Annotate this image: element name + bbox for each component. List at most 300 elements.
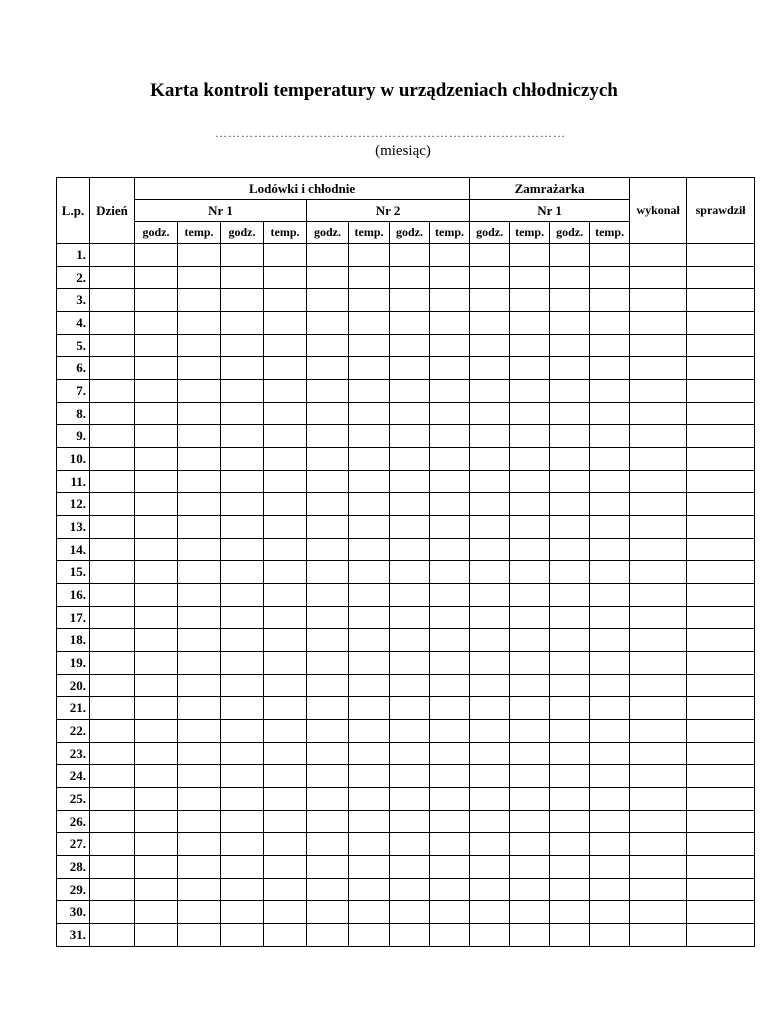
entry-cell[interactable]	[630, 901, 687, 924]
entry-cell[interactable]	[630, 924, 687, 947]
entry-cell[interactable]	[430, 742, 470, 765]
entry-cell[interactable]	[264, 674, 307, 697]
entry-cell[interactable]	[390, 742, 430, 765]
entry-cell[interactable]	[687, 493, 755, 516]
entry-cell[interactable]	[349, 810, 390, 833]
entry-cell[interactable]	[470, 878, 510, 901]
entry-cell[interactable]	[470, 334, 510, 357]
entry-cell[interactable]	[221, 244, 264, 267]
entry-cell[interactable]	[470, 493, 510, 516]
entry-cell[interactable]	[550, 357, 590, 380]
entry-cell[interactable]	[178, 425, 221, 448]
entry-cell[interactable]	[264, 924, 307, 947]
entry-cell[interactable]	[390, 606, 430, 629]
entry-cell[interactable]	[349, 584, 390, 607]
entry-cell[interactable]	[307, 629, 349, 652]
entry-cell[interactable]	[221, 266, 264, 289]
entry-cell[interactable]	[630, 674, 687, 697]
entry-cell[interactable]	[687, 674, 755, 697]
entry-cell[interactable]	[687, 448, 755, 471]
entry-cell[interactable]	[307, 516, 349, 539]
entry-cell[interactable]	[307, 878, 349, 901]
entry-cell[interactable]	[349, 629, 390, 652]
entry-cell[interactable]	[390, 652, 430, 675]
entry-cell[interactable]	[590, 266, 630, 289]
entry-cell[interactable]	[390, 289, 430, 312]
entry-cell[interactable]	[550, 584, 590, 607]
entry-cell[interactable]	[178, 334, 221, 357]
entry-cell[interactable]	[590, 516, 630, 539]
entry-cell[interactable]	[90, 878, 135, 901]
entry-cell[interactable]	[510, 924, 550, 947]
entry-cell[interactable]	[90, 357, 135, 380]
entry-cell[interactable]	[550, 810, 590, 833]
entry-cell[interactable]	[470, 629, 510, 652]
entry-cell[interactable]	[430, 448, 470, 471]
entry-cell[interactable]	[349, 380, 390, 403]
entry-cell[interactable]	[510, 538, 550, 561]
entry-cell[interactable]	[687, 901, 755, 924]
entry-cell[interactable]	[90, 425, 135, 448]
entry-cell[interactable]	[178, 606, 221, 629]
entry-cell[interactable]	[687, 266, 755, 289]
entry-cell[interactable]	[349, 901, 390, 924]
entry-cell[interactable]	[178, 538, 221, 561]
entry-cell[interactable]	[178, 720, 221, 743]
entry-cell[interactable]	[221, 924, 264, 947]
entry-cell[interactable]	[307, 742, 349, 765]
entry-cell[interactable]	[135, 584, 178, 607]
entry-cell[interactable]	[550, 380, 590, 403]
entry-cell[interactable]	[90, 244, 135, 267]
entry-cell[interactable]	[687, 720, 755, 743]
entry-cell[interactable]	[390, 856, 430, 879]
entry-cell[interactable]	[390, 357, 430, 380]
entry-cell[interactable]	[307, 402, 349, 425]
entry-cell[interactable]	[510, 765, 550, 788]
entry-cell[interactable]	[264, 402, 307, 425]
entry-cell[interactable]	[630, 629, 687, 652]
entry-cell[interactable]	[470, 357, 510, 380]
entry-cell[interactable]	[135, 448, 178, 471]
entry-cell[interactable]	[390, 266, 430, 289]
entry-cell[interactable]	[135, 742, 178, 765]
entry-cell[interactable]	[590, 538, 630, 561]
entry-cell[interactable]	[349, 448, 390, 471]
entry-cell[interactable]	[470, 742, 510, 765]
entry-cell[interactable]	[687, 357, 755, 380]
entry-cell[interactable]	[550, 674, 590, 697]
entry-cell[interactable]	[510, 606, 550, 629]
entry-cell[interactable]	[221, 493, 264, 516]
entry-cell[interactable]	[390, 720, 430, 743]
entry-cell[interactable]	[90, 901, 135, 924]
entry-cell[interactable]	[90, 266, 135, 289]
entry-cell[interactable]	[590, 765, 630, 788]
entry-cell[interactable]	[590, 244, 630, 267]
entry-cell[interactable]	[90, 856, 135, 879]
entry-cell[interactable]	[550, 697, 590, 720]
entry-cell[interactable]	[687, 402, 755, 425]
entry-cell[interactable]	[687, 425, 755, 448]
entry-cell[interactable]	[390, 334, 430, 357]
entry-cell[interactable]	[307, 697, 349, 720]
entry-cell[interactable]	[264, 833, 307, 856]
entry-cell[interactable]	[307, 334, 349, 357]
entry-cell[interactable]	[178, 833, 221, 856]
entry-cell[interactable]	[590, 493, 630, 516]
entry-cell[interactable]	[470, 674, 510, 697]
entry-cell[interactable]	[135, 334, 178, 357]
entry-cell[interactable]	[90, 584, 135, 607]
entry-cell[interactable]	[349, 516, 390, 539]
entry-cell[interactable]	[630, 856, 687, 879]
entry-cell[interactable]	[264, 720, 307, 743]
entry-cell[interactable]	[221, 312, 264, 335]
entry-cell[interactable]	[307, 561, 349, 584]
entry-cell[interactable]	[430, 674, 470, 697]
entry-cell[interactable]	[630, 742, 687, 765]
entry-cell[interactable]	[470, 810, 510, 833]
entry-cell[interactable]	[470, 833, 510, 856]
entry-cell[interactable]	[510, 810, 550, 833]
entry-cell[interactable]	[135, 538, 178, 561]
entry-cell[interactable]	[550, 493, 590, 516]
entry-cell[interactable]	[430, 493, 470, 516]
entry-cell[interactable]	[390, 878, 430, 901]
entry-cell[interactable]	[470, 312, 510, 335]
entry-cell[interactable]	[510, 878, 550, 901]
entry-cell[interactable]	[510, 697, 550, 720]
entry-cell[interactable]	[221, 584, 264, 607]
entry-cell[interactable]	[430, 538, 470, 561]
entry-cell[interactable]	[550, 629, 590, 652]
entry-cell[interactable]	[349, 312, 390, 335]
entry-cell[interactable]	[349, 674, 390, 697]
entry-cell[interactable]	[390, 312, 430, 335]
entry-cell[interactable]	[550, 924, 590, 947]
entry-cell[interactable]	[630, 606, 687, 629]
entry-cell[interactable]	[390, 788, 430, 811]
entry-cell[interactable]	[550, 606, 590, 629]
entry-cell[interactable]	[307, 788, 349, 811]
entry-cell[interactable]	[510, 742, 550, 765]
entry-cell[interactable]	[430, 312, 470, 335]
entry-cell[interactable]	[430, 810, 470, 833]
entry-cell[interactable]	[135, 924, 178, 947]
entry-cell[interactable]	[550, 878, 590, 901]
entry-cell[interactable]	[550, 266, 590, 289]
entry-cell[interactable]	[221, 810, 264, 833]
entry-cell[interactable]	[430, 402, 470, 425]
entry-cell[interactable]	[430, 720, 470, 743]
entry-cell[interactable]	[264, 357, 307, 380]
entry-cell[interactable]	[90, 402, 135, 425]
entry-cell[interactable]	[630, 448, 687, 471]
entry-cell[interactable]	[470, 244, 510, 267]
entry-cell[interactable]	[550, 833, 590, 856]
entry-cell[interactable]	[630, 470, 687, 493]
entry-cell[interactable]	[349, 924, 390, 947]
entry-cell[interactable]	[590, 856, 630, 879]
entry-cell[interactable]	[430, 878, 470, 901]
entry-cell[interactable]	[470, 470, 510, 493]
entry-cell[interactable]	[135, 493, 178, 516]
entry-cell[interactable]	[430, 606, 470, 629]
entry-cell[interactable]	[349, 833, 390, 856]
entry-cell[interactable]	[221, 561, 264, 584]
entry-cell[interactable]	[135, 652, 178, 675]
entry-cell[interactable]	[307, 856, 349, 879]
entry-cell[interactable]	[307, 312, 349, 335]
entry-cell[interactable]	[178, 878, 221, 901]
entry-cell[interactable]	[135, 470, 178, 493]
entry-cell[interactable]	[550, 742, 590, 765]
entry-cell[interactable]	[90, 765, 135, 788]
entry-cell[interactable]	[590, 448, 630, 471]
entry-cell[interactable]	[90, 697, 135, 720]
entry-cell[interactable]	[264, 448, 307, 471]
month-fill-line[interactable]: ………………………………………………………………………	[215, 126, 566, 140]
entry-cell[interactable]	[90, 833, 135, 856]
entry-cell[interactable]	[264, 878, 307, 901]
entry-cell[interactable]	[590, 924, 630, 947]
entry-cell[interactable]	[430, 584, 470, 607]
entry-cell[interactable]	[510, 674, 550, 697]
entry-cell[interactable]	[510, 334, 550, 357]
entry-cell[interactable]	[550, 516, 590, 539]
entry-cell[interactable]	[178, 448, 221, 471]
entry-cell[interactable]	[687, 606, 755, 629]
entry-cell[interactable]	[510, 357, 550, 380]
entry-cell[interactable]	[687, 561, 755, 584]
entry-cell[interactable]	[430, 652, 470, 675]
entry-cell[interactable]	[510, 380, 550, 403]
entry-cell[interactable]	[470, 289, 510, 312]
entry-cell[interactable]	[90, 629, 135, 652]
entry-cell[interactable]	[90, 448, 135, 471]
entry-cell[interactable]	[349, 289, 390, 312]
entry-cell[interactable]	[135, 561, 178, 584]
entry-cell[interactable]	[687, 538, 755, 561]
entry-cell[interactable]	[430, 289, 470, 312]
entry-cell[interactable]	[510, 901, 550, 924]
entry-cell[interactable]	[590, 901, 630, 924]
entry-cell[interactable]	[135, 697, 178, 720]
entry-cell[interactable]	[221, 470, 264, 493]
entry-cell[interactable]	[430, 924, 470, 947]
entry-cell[interactable]	[470, 697, 510, 720]
entry-cell[interactable]	[221, 901, 264, 924]
entry-cell[interactable]	[135, 357, 178, 380]
entry-cell[interactable]	[264, 561, 307, 584]
entry-cell[interactable]	[590, 810, 630, 833]
entry-cell[interactable]	[470, 856, 510, 879]
entry-cell[interactable]	[510, 516, 550, 539]
entry-cell[interactable]	[550, 470, 590, 493]
entry-cell[interactable]	[550, 901, 590, 924]
entry-cell[interactable]	[178, 765, 221, 788]
entry-cell[interactable]	[687, 470, 755, 493]
entry-cell[interactable]	[470, 266, 510, 289]
entry-cell[interactable]	[264, 334, 307, 357]
entry-cell[interactable]	[135, 312, 178, 335]
entry-cell[interactable]	[264, 289, 307, 312]
entry-cell[interactable]	[90, 470, 135, 493]
entry-cell[interactable]	[135, 901, 178, 924]
entry-cell[interactable]	[470, 425, 510, 448]
entry-cell[interactable]	[307, 357, 349, 380]
entry-cell[interactable]	[687, 742, 755, 765]
entry-cell[interactable]	[135, 856, 178, 879]
entry-cell[interactable]	[687, 629, 755, 652]
entry-cell[interactable]	[630, 244, 687, 267]
entry-cell[interactable]	[630, 493, 687, 516]
entry-cell[interactable]	[221, 788, 264, 811]
entry-cell[interactable]	[221, 538, 264, 561]
entry-cell[interactable]	[550, 561, 590, 584]
entry-cell[interactable]	[178, 788, 221, 811]
entry-cell[interactable]	[349, 606, 390, 629]
entry-cell[interactable]	[349, 856, 390, 879]
entry-cell[interactable]	[687, 856, 755, 879]
entry-cell[interactable]	[178, 244, 221, 267]
entry-cell[interactable]	[90, 606, 135, 629]
entry-cell[interactable]	[221, 425, 264, 448]
entry-cell[interactable]	[590, 334, 630, 357]
entry-cell[interactable]	[178, 470, 221, 493]
entry-cell[interactable]	[510, 289, 550, 312]
entry-cell[interactable]	[630, 765, 687, 788]
entry-cell[interactable]	[349, 720, 390, 743]
entry-cell[interactable]	[430, 334, 470, 357]
entry-cell[interactable]	[470, 584, 510, 607]
entry-cell[interactable]	[178, 312, 221, 335]
entry-cell[interactable]	[550, 652, 590, 675]
entry-cell[interactable]	[550, 425, 590, 448]
entry-cell[interactable]	[90, 924, 135, 947]
entry-cell[interactable]	[687, 312, 755, 335]
entry-cell[interactable]	[178, 742, 221, 765]
entry-cell[interactable]	[178, 924, 221, 947]
entry-cell[interactable]	[590, 357, 630, 380]
entry-cell[interactable]	[470, 788, 510, 811]
entry-cell[interactable]	[178, 629, 221, 652]
entry-cell[interactable]	[590, 652, 630, 675]
entry-cell[interactable]	[178, 493, 221, 516]
entry-cell[interactable]	[135, 810, 178, 833]
entry-cell[interactable]	[390, 901, 430, 924]
entry-cell[interactable]	[221, 878, 264, 901]
entry-cell[interactable]	[135, 289, 178, 312]
entry-cell[interactable]	[687, 584, 755, 607]
entry-cell[interactable]	[510, 629, 550, 652]
entry-cell[interactable]	[510, 470, 550, 493]
entry-cell[interactable]	[349, 652, 390, 675]
entry-cell[interactable]	[221, 629, 264, 652]
entry-cell[interactable]	[687, 878, 755, 901]
entry-cell[interactable]	[221, 674, 264, 697]
entry-cell[interactable]	[590, 380, 630, 403]
entry-cell[interactable]	[430, 470, 470, 493]
entry-cell[interactable]	[687, 380, 755, 403]
entry-cell[interactable]	[590, 833, 630, 856]
entry-cell[interactable]	[135, 266, 178, 289]
entry-cell[interactable]	[390, 402, 430, 425]
entry-cell[interactable]	[470, 652, 510, 675]
entry-cell[interactable]	[349, 425, 390, 448]
entry-cell[interactable]	[178, 810, 221, 833]
entry-cell[interactable]	[264, 606, 307, 629]
entry-cell[interactable]	[307, 380, 349, 403]
entry-cell[interactable]	[550, 402, 590, 425]
entry-cell[interactable]	[590, 878, 630, 901]
entry-cell[interactable]	[510, 244, 550, 267]
entry-cell[interactable]	[178, 856, 221, 879]
entry-cell[interactable]	[470, 901, 510, 924]
entry-cell[interactable]	[264, 538, 307, 561]
entry-cell[interactable]	[550, 788, 590, 811]
entry-cell[interactable]	[90, 810, 135, 833]
entry-cell[interactable]	[178, 652, 221, 675]
entry-cell[interactable]	[687, 516, 755, 539]
entry-cell[interactable]	[135, 425, 178, 448]
entry-cell[interactable]	[390, 470, 430, 493]
entry-cell[interactable]	[390, 629, 430, 652]
entry-cell[interactable]	[307, 493, 349, 516]
entry-cell[interactable]	[430, 357, 470, 380]
entry-cell[interactable]	[221, 289, 264, 312]
entry-cell[interactable]	[264, 425, 307, 448]
entry-cell[interactable]	[307, 266, 349, 289]
entry-cell[interactable]	[590, 629, 630, 652]
entry-cell[interactable]	[264, 266, 307, 289]
entry-cell[interactable]	[135, 720, 178, 743]
entry-cell[interactable]	[430, 629, 470, 652]
entry-cell[interactable]	[630, 788, 687, 811]
entry-cell[interactable]	[264, 856, 307, 879]
entry-cell[interactable]	[630, 334, 687, 357]
entry-cell[interactable]	[307, 425, 349, 448]
entry-cell[interactable]	[390, 493, 430, 516]
entry-cell[interactable]	[264, 742, 307, 765]
entry-cell[interactable]	[349, 697, 390, 720]
entry-cell[interactable]	[178, 697, 221, 720]
entry-cell[interactable]	[307, 244, 349, 267]
entry-cell[interactable]	[687, 788, 755, 811]
entry-cell[interactable]	[590, 697, 630, 720]
entry-cell[interactable]	[470, 765, 510, 788]
entry-cell[interactable]	[590, 674, 630, 697]
entry-cell[interactable]	[221, 448, 264, 471]
entry-cell[interactable]	[221, 856, 264, 879]
entry-cell[interactable]	[470, 924, 510, 947]
entry-cell[interactable]	[510, 788, 550, 811]
entry-cell[interactable]	[90, 652, 135, 675]
entry-cell[interactable]	[687, 697, 755, 720]
entry-cell[interactable]	[178, 561, 221, 584]
entry-cell[interactable]	[510, 266, 550, 289]
entry-cell[interactable]	[630, 289, 687, 312]
entry-cell[interactable]	[390, 810, 430, 833]
entry-cell[interactable]	[307, 720, 349, 743]
entry-cell[interactable]	[307, 470, 349, 493]
entry-cell[interactable]	[264, 629, 307, 652]
entry-cell[interactable]	[178, 266, 221, 289]
entry-cell[interactable]	[510, 312, 550, 335]
entry-cell[interactable]	[178, 584, 221, 607]
entry-cell[interactable]	[687, 924, 755, 947]
